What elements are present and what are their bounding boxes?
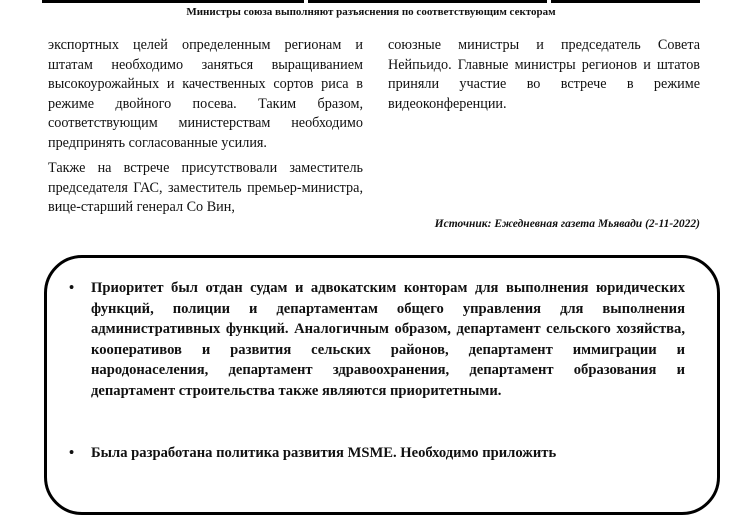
article-column-right [388,36,700,120]
bullet-icon: • [69,280,75,296]
source-citation: Источник: Ежедневная газета Мьявади (2-11-2022) [434,218,700,230]
article-paragraph: экспортных целей определенным регионам и штатам необходимо заняться выращиванием высокоурожайных и качественных сортов риса в режиме двойного посева. Таким бразом, соответствующим министерствам необходимо предпринять согласованные усилия. [48,37,363,151]
article-column-left [48,36,363,224]
highlight-list-item [69,278,685,401]
article-paragraph: союзные министры и председатель Совета Нейпьидо. Главные министры регионов и штатов приняли участие во встрече в режиме видеоконференции. [388,37,700,112]
article-paragraph: Также на встрече присутствовали заместитель председателя ГАС, заместитель премьер-министра, вице-старший генерал Со Вин, [48,160,363,215]
highlight-box [44,255,720,515]
rule-gap [547,0,551,3]
highlight-text: Была разработана политика развития MSME. Необходимо приложить [91,445,557,461]
photo-caption: Министры союза выполняют разъяснения по соответствующим секторам [186,6,556,18]
bullet-icon: • [69,445,75,461]
rule-gap [304,0,308,3]
highlight-text: Приоритет был отдан судам и адвокатским конторам для выполнения юридических функций, полиции и департаментам общего управления для выполнения административных функций. Аналогичным образом, департамент сельского хозяйства, кооперативов и развития сельских районов, департамент иммиграции и народонаселения, департамент здравоохранения, департамент образования и департамент строительства также являются приоритетными. [91,280,685,399]
highlight-list-item [69,443,685,464]
top-rule [42,0,700,3]
